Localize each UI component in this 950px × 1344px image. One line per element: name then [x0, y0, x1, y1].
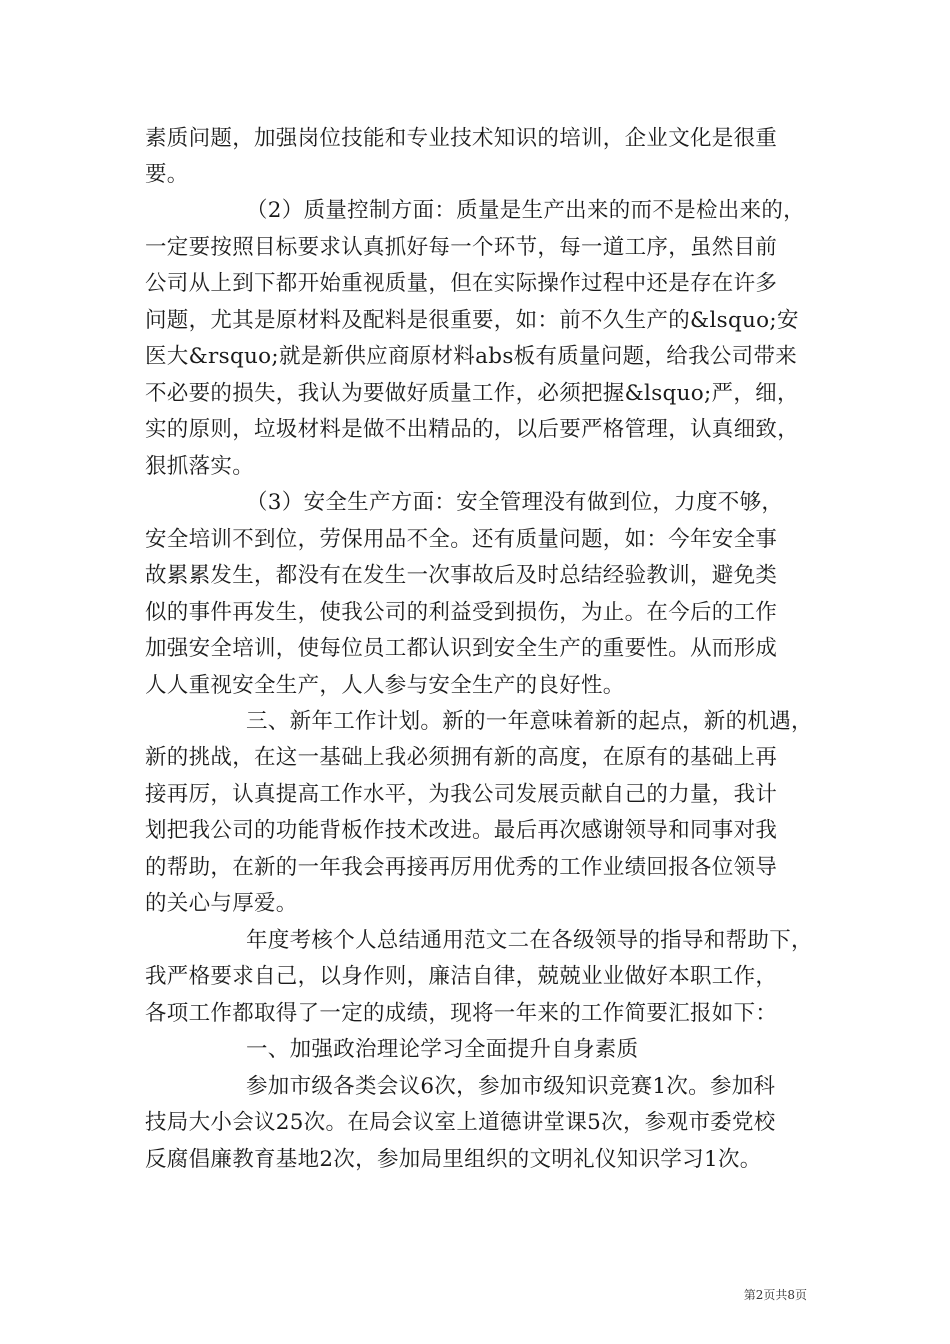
text-line: 安全培训不到位，劳保用品不全。还有质量问题，如：今年安全事: [145, 527, 778, 552]
text-line: 的帮助，在新的一年我会再接再厉用优秀的工作业绩回报各位领导: [145, 855, 778, 880]
text-line: 我严格要求自己，以身作则，廉洁自律，兢兢业业做好本职工作，: [145, 964, 778, 989]
text-line: 反腐倡廉教育基地2次，参加局里组织的文明礼仪知识学习1次。: [145, 1147, 762, 1172]
text-line: 问题，尤其是原材料及配料是很重要，如：前不久生产的&lsquo;安: [145, 308, 799, 333]
text-line: 的关心与厚爱。: [145, 891, 298, 916]
text-line: 实的原则，垃圾材料是做不出精品的，以后要严格管理，认真细致，: [145, 417, 800, 442]
text-line: 医大&rsquo;就是新供应商原材料abs板有质量问题，给我公司带来: [145, 344, 798, 369]
text-line: 各项工作都取得了一定的成绩，现将一年来的工作简要汇报如下：: [145, 1001, 778, 1026]
text-line: 加强安全培训，使每位员工都认识到安全生产的重要性。从而形成: [145, 636, 778, 661]
text-line: 要。: [145, 162, 189, 187]
text-line: （2）质量控制方面：质量是生产出来的而不是检出来的，: [246, 198, 805, 223]
text-line: 一定要按照目标要求认真抓好每一个环节，每一道工序，虽然目前: [145, 235, 778, 260]
text-line: 划把我公司的功能背板作技术改进。最后再次感谢领导和同事对我: [145, 818, 778, 843]
text-line: 不必要的损失，我认为要做好质量工作，必须把握&lsquo;严，细，: [145, 381, 799, 406]
text-line: 参加市级各类会议6次，参加市级知识竞赛1次。参加科: [246, 1074, 776, 1099]
text-line: 似的事件再发生，使我公司的利益受到损伤，为止。在今后的工作: [145, 600, 778, 625]
text-line: 三、新年工作计划。新的一年意味着新的起点，新的机遇，: [246, 709, 813, 734]
text-line: 故累累发生，都没有在发生一次事故后及时总结经验教训，避免类: [145, 563, 778, 588]
text-line: 新的挑战，在这一基础上我必须拥有新的高度，在原有的基础上再: [145, 745, 778, 770]
section-heading: 一、加强政治理论学习全面提升自身素质: [246, 1037, 639, 1062]
text-line: 人人重视安全生产，人人参与安全生产的良好性。: [145, 673, 625, 698]
text-line: 狠抓落实。: [145, 454, 255, 479]
text-line: 素质问题，加强岗位技能和专业技术知识的培训，企业文化是很重: [145, 126, 778, 151]
text-line: 年度考核个人总结通用范文二在各级领导的指导和帮助下，: [246, 928, 813, 953]
text-line: 技局大小会议25次。在局会议室上道德讲堂课5次，参观市委党校: [145, 1110, 776, 1135]
text-line: 公司从上到下都开始重视质量，但在实际操作过程中还是存在许多: [145, 271, 778, 296]
text-line: （3）安全生产方面：安全管理没有做到位，力度不够，: [246, 490, 784, 515]
text-line: 接再厉，认真提高工作水平，为我公司发展贡献自己的力量，我计: [145, 782, 778, 807]
page-number: 第2页共8页: [743, 1288, 807, 1302]
